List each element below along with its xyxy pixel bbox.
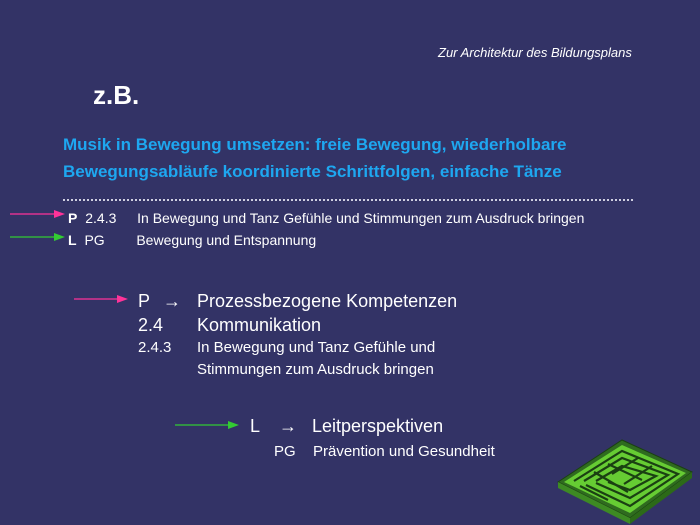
ref-letter: P: [68, 210, 78, 226]
p-item-code: 2.4.3: [138, 339, 172, 356]
slide-header-title: Zur Architektur des Bildungsplans: [438, 45, 632, 60]
ref-row-l: [68, 232, 316, 248]
green-arrow-icon: [10, 232, 65, 242]
ref-letter: L: [68, 232, 77, 248]
pink-arrow-icon: [10, 209, 65, 219]
p-item-text-line-1: In Bewegung und Tanz Gefühle und: [197, 339, 436, 356]
example-label: z.B.: [93, 80, 140, 110]
green-arrow-icon: [175, 420, 239, 430]
l-title: Prävention und Gesundheit: [313, 443, 495, 460]
ref-code: PG: [84, 232, 105, 248]
l-arrow-symbol: →: [279, 416, 297, 436]
headline-line-1: Musik in Bewegung umsetzen: freie Bewegung, wiederholbare: [63, 135, 567, 154]
p-category: Prozessbezogene Kompetenzen: [197, 291, 458, 311]
p-section-title: Kommunikation: [197, 315, 322, 335]
p-letter: P: [138, 291, 151, 311]
p-arrow-symbol: →: [163, 291, 181, 311]
l-letter: L: [250, 416, 261, 436]
maze-icon: [550, 430, 700, 525]
ref-code: 2.4.3: [85, 210, 117, 226]
ref-row-p: [68, 210, 584, 226]
dotted-divider: [63, 199, 633, 201]
l-code: PG: [274, 443, 296, 460]
l-category: Leitperspektiven: [312, 416, 444, 436]
ref-text: Bewegung und Entspannung: [136, 232, 317, 248]
headline-line-2: Bewegungsabläufe koordinierte Schrittfolgen, einfache Tänze: [63, 162, 562, 181]
pink-arrow-icon: [74, 294, 128, 304]
p-item-text-line-2: Stimmungen zum Ausdruck bringen: [197, 361, 434, 378]
p-section-code: 2.4: [138, 315, 164, 335]
ref-text: In Bewegung und Tanz Gefühle und Stimmungen zum Ausdruck bringen: [137, 210, 585, 226]
